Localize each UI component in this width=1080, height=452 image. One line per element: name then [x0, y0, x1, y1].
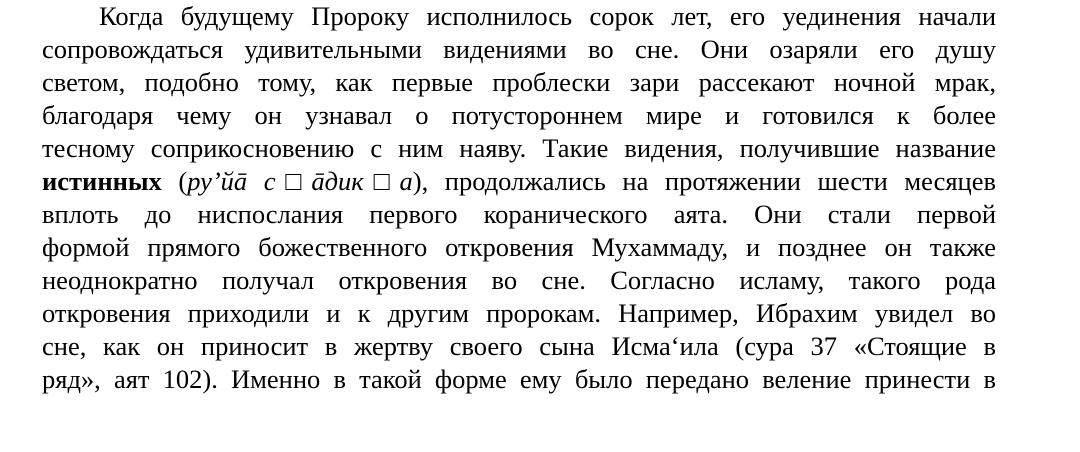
text-line-2: сопровождаться удивительными видениями во сне. Они озаряли его душу: [42, 34, 996, 64]
text-line-6-open: (: [161, 166, 188, 196]
text-line-4: благодаря чему он узнавал о потустороннем мире и готовился к более: [42, 100, 996, 130]
text-line-6: [42, 165, 996, 198]
document-page: [42, 0, 996, 396]
text-line-10: откровения приходили и к другим пророкам. Например, Ибрахим увидел во: [42, 298, 996, 328]
text-line-8: формой прямого божественного откровения Мухаммаду, и позднее он также: [42, 232, 996, 262]
text-line-1: Когда будущему Пророку исполнилось сорок лет, его уединения начали: [99, 1, 996, 31]
text-line-6-rest: ), продолжались на протяжении шести месяцев: [412, 166, 996, 196]
text-line-12: ряд», аят 102). Именно в такой форме ему было передано веление принести в: [42, 364, 996, 394]
text-line-3: светом, подобно тому, как первые проблески зари рассекают ночной мрак,: [42, 67, 996, 97]
term-bold: истинных: [42, 166, 162, 196]
text-line-9: неоднократно получал откровения во сне. Согласно исламу, такого рода: [42, 265, 996, 295]
text-line-7: вплоть до ниспослания первого коранического аята. Они стали первой: [42, 199, 996, 229]
text-line-11: сне, как он приносит в жертву своего сына Исма‘ила (сура 37 «Стоящие в: [42, 331, 996, 361]
term-transliteration: ру’йā с□āдик□а: [187, 166, 413, 196]
text-line-5: тесному соприкосновению с ним наяву. Такие видения, получившие название: [42, 133, 996, 163]
